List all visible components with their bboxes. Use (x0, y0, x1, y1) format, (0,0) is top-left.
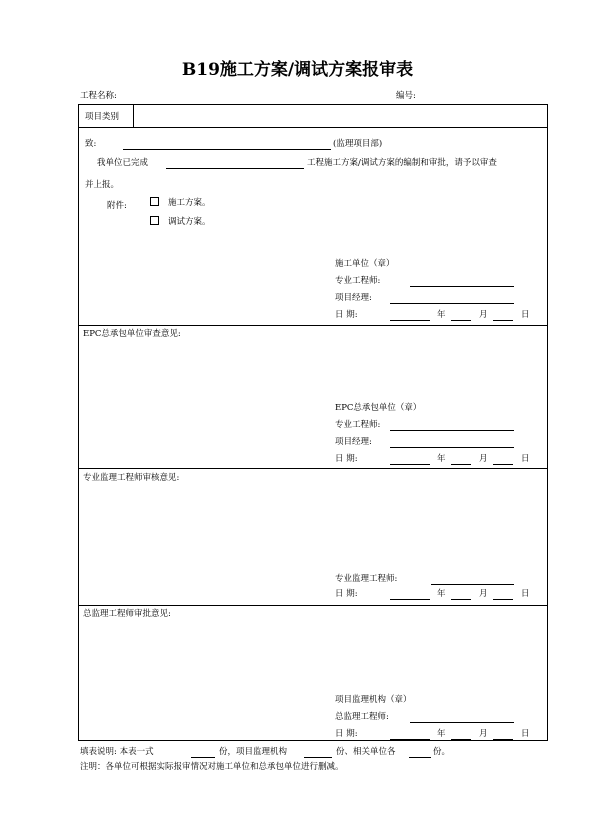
supervision-dept-label: (监理项目部) (333, 139, 383, 149)
fill-note-d: 份。 (433, 747, 451, 757)
epc-manager-label: 项目经理: (335, 437, 372, 447)
copies-line-3 (409, 757, 431, 758)
contractor-manager-label: 项目经理: (335, 293, 372, 303)
construction-plan-option: 施工方案。 (168, 198, 211, 208)
contractor-month: 月 (479, 310, 488, 320)
epc-engineer-label: 专业工程师: (335, 420, 381, 430)
epc-day: 日 (521, 454, 530, 464)
row-divider-4 (79, 605, 547, 606)
to-label: 致: (85, 139, 97, 149)
contractor-engineer-line (410, 286, 514, 287)
fill-note-b: 份，项目监理机构 (219, 747, 288, 757)
chief-month: 月 (479, 729, 488, 739)
serial-number-label: 编号: (396, 91, 416, 101)
chief-year-line (390, 739, 430, 740)
contractor-day-line (493, 320, 513, 321)
copies-line-2 (304, 757, 332, 758)
epc-year-line (390, 464, 430, 465)
contractor-seal-label: 施工单位（章） (335, 259, 395, 269)
construction-plan-checkbox[interactable] (150, 197, 159, 206)
chief-supervisor-line (410, 722, 514, 723)
fill-note-a: 填表说明: 本表一式 (80, 747, 154, 757)
supervisor-month-line (451, 599, 471, 600)
chief-supervisor-label: 总监理工程师: (335, 712, 389, 722)
project-line (166, 168, 304, 169)
copies-line-1 (191, 757, 215, 758)
row-divider-1 (79, 127, 547, 128)
supervisor-day-line (493, 599, 513, 600)
epc-review-title: EPC总承包单位审查意见: (83, 329, 181, 339)
approval-form-table (78, 104, 548, 741)
supervisor-engineer-label: 专业监理工程师: (335, 574, 398, 584)
contractor-year-line (390, 320, 430, 321)
supervisor-review-title: 专业监理工程师审核意见: (83, 473, 180, 483)
attachment-label: 附件: (107, 201, 127, 211)
row-divider-2 (79, 325, 547, 326)
supervisor-year-line (390, 599, 430, 600)
chief-approval-title: 总监理工程师审批意见: (83, 609, 171, 619)
chief-date-label: 日 期: (335, 729, 358, 739)
project-name-label: 工程名称: (80, 91, 117, 101)
page-title: B19施工方案/调试方案报审表 (181, 60, 414, 80)
chief-year: 年 (437, 729, 446, 739)
contractor-day: 日 (521, 310, 530, 320)
contractor-month-line (451, 320, 471, 321)
commissioning-plan-option: 调试方案。 (168, 217, 211, 227)
supervisor-day: 日 (521, 589, 530, 599)
completed-prefix: 我单位已完成 (97, 158, 149, 168)
completed-suffix: 工程施工方案/调试方案的编制和审批，请予以审查 (307, 158, 497, 168)
remark-note: 注明：各单位可根据实际报审情况对施工单位和总承包单位进行删减。 (80, 762, 344, 772)
epc-seal-label: EPC总承包单位（章） (335, 403, 422, 413)
row-divider-3 (79, 468, 547, 469)
epc-date-label: 日 期: (335, 454, 358, 464)
epc-manager-line (390, 447, 514, 448)
supervision-org-seal-label: 项目监理机构（章） (335, 695, 412, 705)
chief-month-line (451, 739, 471, 740)
category-divider (133, 105, 134, 127)
contractor-engineer-label: 专业工程师: (335, 276, 381, 286)
contractor-manager-line (390, 303, 514, 304)
contractor-year: 年 (437, 310, 446, 320)
contractor-date-label: 日 期: (335, 310, 358, 320)
submit-text: 并上报。 (85, 180, 120, 190)
commissioning-plan-checkbox[interactable] (150, 216, 159, 225)
epc-month-line (451, 464, 471, 465)
chief-day: 日 (521, 729, 530, 739)
recipient-line (123, 149, 331, 150)
chief-day-line (493, 739, 513, 740)
epc-engineer-line (390, 430, 514, 431)
epc-year: 年 (437, 454, 446, 464)
supervisor-month: 月 (479, 589, 488, 599)
supervisor-date-label: 日 期: (335, 589, 358, 599)
supervisor-engineer-line (431, 584, 514, 585)
epc-day-line (493, 464, 513, 465)
epc-month: 月 (479, 454, 488, 464)
project-category-label: 项目类别 (85, 112, 120, 122)
fill-note-c: 份、相关单位各 (336, 747, 396, 757)
supervisor-year: 年 (437, 589, 446, 599)
